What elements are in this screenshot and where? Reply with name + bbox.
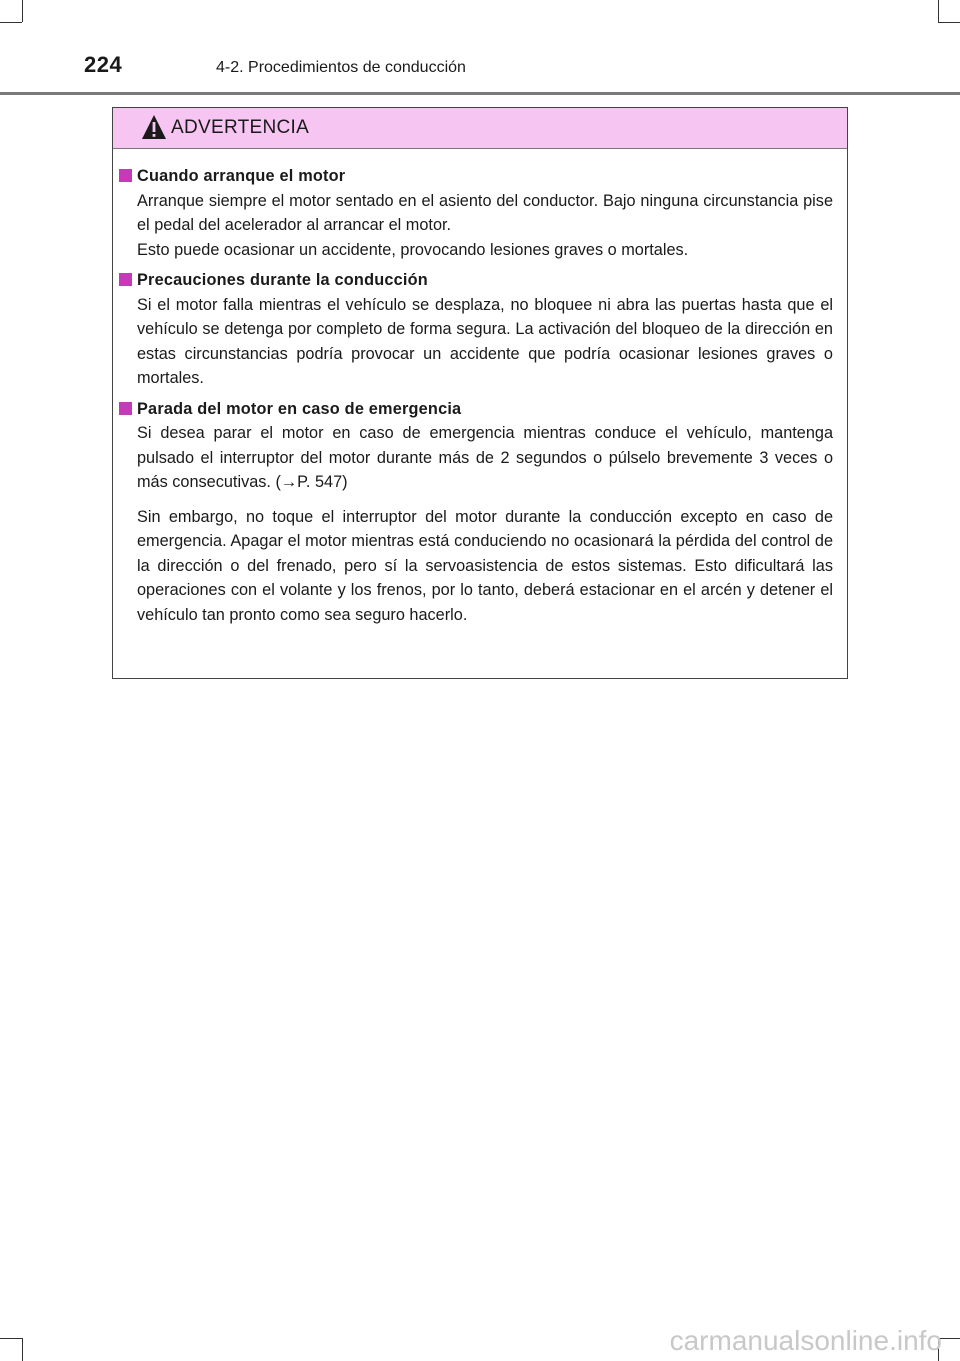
- warning-box: [112, 107, 848, 679]
- square-bullet-icon: [119, 273, 132, 286]
- crop-mark: [22, 0, 23, 22]
- square-bullet-icon: [119, 169, 132, 182]
- item-heading: [137, 397, 833, 422]
- watermark: carmanualsonline.info: [669, 1325, 942, 1356]
- page-number: 224: [84, 52, 123, 77]
- crop-mark: [22, 1338, 23, 1361]
- item-paragraph: Arranque siempre el motor sentado en el asiento del conductor. Bajo ninguna circunstancia pise el pedal del acelerador al arrancar el motor.: [137, 191, 833, 234]
- item-heading-text: Parada del motor en caso de emergencia: [137, 399, 462, 418]
- item-heading-text: Cuando arranque el motor: [137, 167, 346, 185]
- item-paragraph: Sin embargo, no toque el interruptor del motor durante la conducción excepto en caso de emergencia. Apagar el motor mientras está conduciendo no ocasionará la pérdida del control de la dirección o del frenado, pero sí la servoasistencia de estos sistemas. Esto dificultará las operaciones con el volante y los frenos, por lo tanto, deberá estacionar en el arcén y detener el vehículo tan pronto como sea seguro hacerlo.: [137, 507, 833, 624]
- crop-mark: [938, 0, 939, 22]
- item-paragraph: Si desea parar el motor en caso de emergencia mientras conduce el vehículo, mantenga pulsado el interruptor del motor durante más de 2 segundos o púlselo brevemente 3 veces o más consecutivas. (→P. 547): [137, 424, 833, 491]
- item-heading: [137, 164, 833, 189]
- item-paragraph: Esto puede ocasionar un accidente, provocando lesiones graves o mortales.: [137, 240, 689, 259]
- crop-mark: [938, 22, 960, 23]
- warning-item: [137, 268, 833, 391]
- warning-triangle-icon: [141, 114, 167, 140]
- warning-title: ADVERTENCIA: [171, 117, 310, 138]
- item-heading-text: Precauciones durante la conducción: [137, 271, 428, 289]
- warning-item: [137, 397, 833, 628]
- square-bullet-icon: [119, 402, 132, 415]
- warning-item: [137, 164, 833, 262]
- crop-mark: [0, 1338, 22, 1339]
- warning-body: [113, 164, 847, 633]
- header-divider: [0, 92, 960, 95]
- warning-header: [113, 108, 847, 149]
- item-paragraph: Si el motor falla mientras el vehículo se desplaza, no bloquee ni abra las puertas hasta que el vehículo se detenga por completo de forma segura. La activación del bloqueo de la dirección en estas circunstancias podría provocar un accidente que podría ocasionar lesiones graves o mortales.: [137, 295, 833, 387]
- page-header: [84, 52, 960, 92]
- section-title: 4-2. Procedimientos de conducción: [216, 59, 466, 76]
- item-heading: [137, 268, 833, 293]
- crop-mark: [0, 22, 22, 23]
